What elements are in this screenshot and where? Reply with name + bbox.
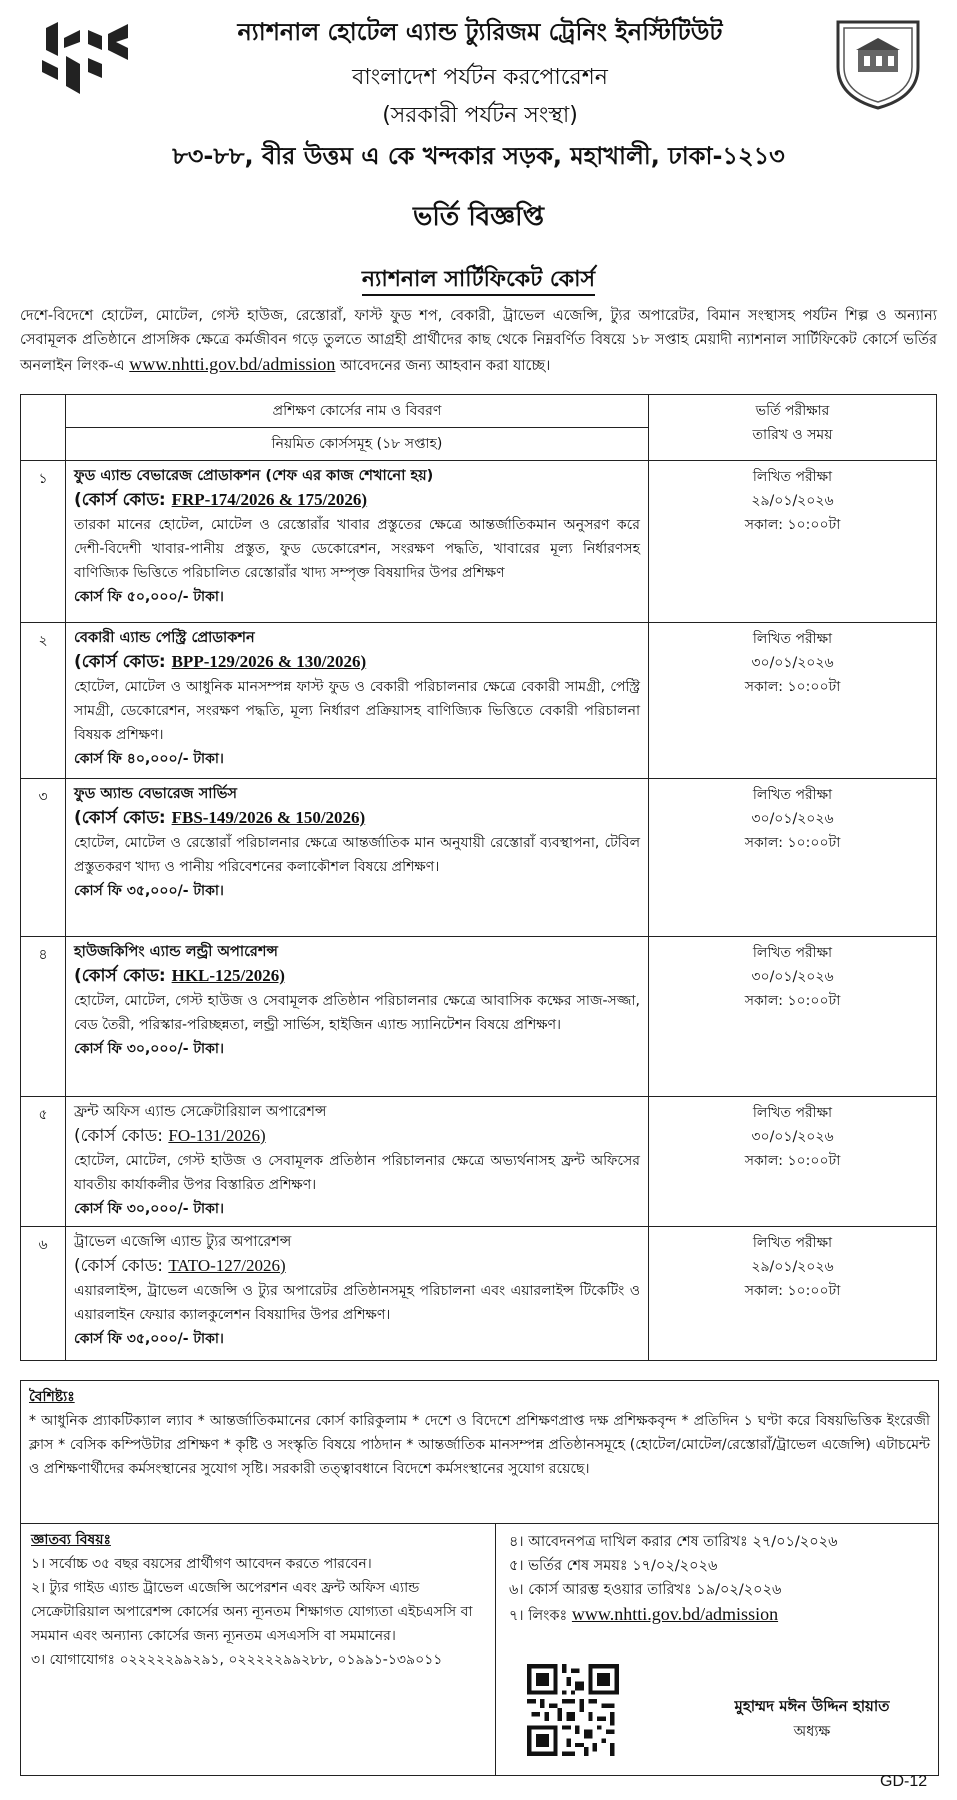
exam-date: ৩০/০১/২০২৬ xyxy=(751,969,834,985)
note-item-2: ২। ট্যুর গাইড এ্যান্ড ট্রাভেল এজেন্সি অপেরশন এবং ফ্রন্ট অফিস এ্যান্ড সেক্রেটারিয়াল অপারেশন্স কোর্সের অন্য ন্যূনতম শিক্ষাগত যোগ্যতা এইচএসসি বা সমমান এবং অন্যান্য কোর্সের জন্য ন্যূনতম এসএসসি বা সমমানের। xyxy=(31,1580,473,1644)
exam-date: ৩০/০১/২০২৬ xyxy=(751,1129,834,1145)
course-code-value: FRP-174/2026 & 175/2026) xyxy=(171,490,368,509)
exam-time: সকাল: ১০:০০টা xyxy=(744,1153,841,1169)
exam-time: সকাল: ১০:০০টা xyxy=(744,517,841,533)
courses-table xyxy=(20,394,937,1361)
row-exam xyxy=(649,461,937,623)
notes-box xyxy=(20,1523,939,1776)
notes-right xyxy=(497,1524,938,1775)
nhtti-logo-icon xyxy=(36,20,136,96)
row-sl: ৫ xyxy=(21,1097,66,1227)
exam-date: ৩০/০১/২০২৬ xyxy=(751,655,834,671)
notes-title: জ্ঞাতব্য বিষয়ঃ xyxy=(31,1532,111,1548)
row-exam xyxy=(649,1227,937,1361)
row-sl: ১ xyxy=(21,461,66,623)
notice-title: ভর্তি বিজ্ঞপ্তি xyxy=(413,202,544,232)
parent-org: বাংলাদেশ পর্যটন করপোরেশন xyxy=(352,65,608,90)
exam-date: ৩০/০১/২০২৬ xyxy=(751,811,834,827)
row-sl: ৪ xyxy=(21,937,66,1097)
institute-seal-icon xyxy=(828,12,928,112)
signatory-name: মুহাম্মদ মঈন উদ্দিন হায়াত xyxy=(734,1697,890,1715)
intro-text-end: আবেদনের জন্য আহবান করা যাচ্ছে। xyxy=(340,358,551,374)
note-item-7 xyxy=(509,1602,926,1628)
course-code-label: (কোর্স কোড: xyxy=(74,1256,163,1276)
exam-type: লিখিত পরীক্ষা xyxy=(752,787,833,803)
table-row xyxy=(21,1097,937,1227)
notes-left xyxy=(21,1524,496,1775)
regular-courses-header: নিয়মিত কোর্সসমূহ (১৮ সপ্তাহ) xyxy=(66,428,649,461)
row-course xyxy=(66,779,649,937)
course-code-label: (কোর্স কোড: xyxy=(74,1126,163,1146)
course-fee: কোর্স ফি ৪০,০০০/- টাকা। xyxy=(74,751,224,767)
institute-name: ন্যাশনাল হোটেল এ্যান্ড ট্যুরিজম ট্রেনিং ইনস্টিটিউট xyxy=(237,18,723,46)
row-sl: ৬ xyxy=(21,1227,66,1361)
course-code-value: FO-131/2026) xyxy=(168,1126,266,1145)
exam-type: লিখিত পরীক্ষা xyxy=(752,631,833,647)
course-description: তারকা মানের হোটেল, মোটেল ও রেস্তোরাঁর খাবার প্রস্তুতের ক্ষেত্রে আন্তর্জাতিকমান অনুসরণ করে দেশী-বিদেশী খাবার-পানীয় প্রস্তুত, ফুড ডেকোরেশন, সংরক্ষণ পদ্ধতি, খাবারের মূল্য নির্ধারণসহ বাণিজ্যিক ভিত্তিতে পরিচালিত রেস্তোরাঁর খাদ্য সম্পৃক্ত বিষয়াদির উপর প্রশিক্ষণ xyxy=(74,517,640,581)
course-name: হাউজকিপিং এ্যান্ড লন্ড্রী অপারেশন্স xyxy=(74,944,278,960)
course-header: প্রশিক্ষণ কোর্সের নাম ও বিবরণ xyxy=(66,395,649,428)
course-description: হোটেল, মোটেল ও রেস্তোরাঁ পরিচালনার ক্ষেত্রে আন্তর্জাতিক মান অনুযায়ী রেস্তোরাঁ ব্যবস্থাপনা, টেবিল প্রস্তুতকরণ খাদ্য ও পানীয় পরিবেশনের কলাকৌশল বিষয়ে প্রশিক্ষণ। xyxy=(74,835,640,875)
course-name: ফুড অ্যান্ড বেভারেজ সার্ভিস xyxy=(74,786,238,802)
sl-header xyxy=(21,395,66,461)
exam-header-line1: ভর্তি পরীক্ষার xyxy=(755,403,830,419)
course-description: হোটেল, মোটেল, গেস্ট হাউজ ও সেবামূলক প্রতিষ্ঠান পরিচালনার ক্ষেত্রে অভ্যর্থনাসহ ফ্রন্ট অফিসের যাবতীয় কার্যাকলীর উপর বিস্তারিত প্রশিক্ষণ। xyxy=(74,1153,640,1193)
note-item-1: ১। সর্বোচ্চ ৩৫ বছর বয়সের প্রার্থীগণ আবেদন করতে পারবেন। xyxy=(31,1556,372,1572)
course-code-value: TATO-127/2026) xyxy=(168,1256,286,1275)
course-name: ফ্রন্ট অফিস এ্যান্ড সেক্রেটারিয়াল অপারেশন্স xyxy=(74,1104,327,1120)
row-exam xyxy=(649,937,937,1097)
features-title: বৈশিষ্ট্যঃ xyxy=(29,1389,75,1405)
course-code xyxy=(74,1253,640,1279)
row-exam xyxy=(649,1097,937,1227)
row-course xyxy=(66,1227,649,1361)
course-name: বেকারী এ্যান্ড পেস্ট্রি প্রোডাকশন xyxy=(74,630,255,646)
course-fee: কোর্স ফি ৩০,০০০/- টাকা। xyxy=(74,1041,224,1057)
course-code-label: (কোর্স কোড: xyxy=(74,808,166,828)
intro-paragraph xyxy=(20,304,937,378)
table-row xyxy=(21,937,937,1097)
course-code xyxy=(74,1123,640,1149)
course-code xyxy=(74,963,640,989)
course-title-text: ন্যাশনাল সার্টিফিকেট কোর্স xyxy=(362,267,595,296)
exam-header xyxy=(649,395,937,461)
admission-link[interactable]: www.nhtti.gov.bd/admission xyxy=(129,354,336,374)
row-course xyxy=(66,461,649,623)
exam-time: সকাল: ১০:০০টা xyxy=(744,1283,841,1299)
exam-date: ২৯/০১/২০২৬ xyxy=(751,1259,834,1275)
exam-type: লিখিত পরীক্ষা xyxy=(752,469,833,485)
row-sl: ৩ xyxy=(21,779,66,937)
course-code-value: BPP-129/2026 & 130/2026) xyxy=(171,652,367,671)
course-fee: কোর্স ফি ৫০,০০০/- টাকা। xyxy=(74,589,224,605)
course-code-label: (কোর্স কোড: xyxy=(74,966,166,986)
features-box xyxy=(20,1380,939,1524)
note-item-3: ৩। যোগাযোগঃ ০২২২২২৯৯২৯১, ০২২২২২৯৯২৮৮, ০১৯৯১-১৩৯০১১ xyxy=(31,1652,443,1668)
course-title xyxy=(0,262,957,299)
exam-type: লিখিত পরীক্ষা xyxy=(752,945,833,961)
course-fee: কোর্স ফি ৩৫,০০০/- টাকা। xyxy=(74,883,224,899)
course-name: ফুড এ্যান্ড বেভারেজ প্রোডাকশন (শেফ এর কাজ শেখানো হয়) xyxy=(74,468,434,484)
footer-code: GD-12 xyxy=(880,1773,928,1790)
row-exam xyxy=(649,623,937,779)
note-item-4: ৪। আবেদনপত্র দাখিল করার শেষ তারিখঃ ২৭/০১/২০২৬ xyxy=(509,1534,838,1550)
table-row xyxy=(21,1227,937,1361)
course-code-value: FBS-149/2026 & 150/2026) xyxy=(171,808,366,827)
org-type: (সরকারী পর্যটন সংস্থা) xyxy=(382,103,578,128)
exam-time: সকাল: ১০:০০টা xyxy=(744,679,841,695)
intro-text: দেশে-বিদেশে হোটেল, মোটেল, গেস্ট হাউজ, রেস্তোরাঁ, ফাস্ট ফুড শপ, বেকারী, ট্রাভেল এজেন্সি, ট্যুর অপারেটর, বিমান সংস্থাসহ পর্যটন শিল্প ও অন্যান্য সেবামূলক প্রতিষ্ঠানে প্রাসঙ্গিক ক্ষেত্রে কর্মজীবন গড়ে তুলতে আগ্রহী প্রার্থীদের কাছ থেকে নিম্নবর্ণিত বিষয়ে ১৮ সপ্তাহ মেয়াদী ন্যাশনাল সার্টিফিকেট কোর্সে ভর্তির অনলাইন লিংক-এ xyxy=(20,308,937,374)
course-fee: কোর্স ফি ৩৫,০০০/- টাকা। xyxy=(74,1331,224,1347)
exam-time: সকাল: ১০:০০টা xyxy=(744,835,841,851)
course-code xyxy=(74,805,640,831)
table-row xyxy=(21,623,937,779)
row-course xyxy=(66,1097,649,1227)
note-item-6: ৬। কোর্স আরম্ভ হওয়ার তারিখঃ ১৯/০২/২০২৬ xyxy=(509,1582,782,1598)
note-admission-link[interactable]: www.nhtti.gov.bd/admission xyxy=(571,1604,779,1624)
course-description: এয়ারলাইন্স, ট্রাভেল এজেন্সি ও ট্যুর অপারেটর প্রতিষ্ঠানসমূহ পরিচালনা এবং এয়ারলাইন্স টিকেটিং ও এয়ারলাইন ফেয়ার ক্যালকুলেশন বিষয়াদির উপর প্রশিক্ষণ। xyxy=(74,1283,640,1323)
course-description: হোটেল, মোটেল, গেস্ট হাউজ ও সেবামূলক প্রতিষ্ঠান পরিচালনার ক্ষেত্রে আবাসিক কক্ষের সাজ-সজ্জা, বেড তৈরী, পরিস্কার-পরিচ্ছন্নতা, লন্ড্রী সার্ভিস, হাইজিন এ্যান্ড স্যানিটেশন বিষয়ে প্রশিক্ষণ। xyxy=(74,993,640,1033)
exam-type: লিখিত পরীক্ষা xyxy=(752,1235,833,1251)
row-exam xyxy=(649,779,937,937)
course-code xyxy=(74,487,640,513)
course-code-label: (কোর্স কোড: xyxy=(74,490,166,510)
table-row xyxy=(21,461,937,623)
exam-type: লিখিত পরীক্ষা xyxy=(752,1105,833,1121)
qr-code-icon[interactable] xyxy=(527,1664,619,1756)
course-code-label: (কোর্স কোড: xyxy=(74,652,166,672)
table-row xyxy=(21,779,937,937)
course-description: হোটেল, মোটেল ও আধুনিক মানসম্পন্ন ফাস্ট ফুড ও বেকারী পরিচালনার ক্ষেত্রে বেকারী সামগ্রী, পেস্ট্রি সামগ্রী, ডেকোরেশন, সংরক্ষণ পদ্ধতি, মূল্য নির্ধারণ প্রক্রিয়াসহ বাণিজ্যিক ভিত্তিতে বেকারী পরিচালনা বিষয়ক প্রশিক্ষণ। xyxy=(74,679,640,743)
note-item-7-label: ৭। লিংকঃ xyxy=(509,1608,568,1624)
note-item-5: ৫। ভর্তির শেষ সময়ঃ ১৭/০২/২০২৬ xyxy=(509,1558,718,1574)
exam-date: ২৯/০১/২০২৬ xyxy=(751,493,834,509)
signatory-title: অধ্যক্ষ xyxy=(793,1724,831,1740)
address: ৮৩-৮৮, বীর উত্তম এ কে খন্দকার সড়ক, মহাখালী, ঢাকা-১২১৩ xyxy=(172,142,785,170)
course-name: ট্রাভেল এজেন্সি এ্যান্ড ট্যুর অপারেশন্স xyxy=(74,1234,292,1250)
course-fee: কোর্স ফি ৩০,০০০/- টাকা। xyxy=(74,1201,224,1217)
row-course xyxy=(66,623,649,779)
course-code-value: HKL-125/2026) xyxy=(171,966,285,985)
row-course xyxy=(66,937,649,1097)
exam-time: সকাল: ১০:০০টা xyxy=(744,993,841,1009)
features-text: * আধুনিক প্র্যাকটিক্যাল ল্যাব * আন্তর্জাতিকমানের কোর্স কারিকুলাম * দেশে ও বিদেশে প্রশিক্ষণপ্রাপ্ত দক্ষ প্রশিক্ষকবৃন্দ * প্রতিদিন ১ ঘণ্টা করে বিষয়ভিত্তিক ইংরেজী ক্লাস * বেসিক কম্পিউটার প্রশিক্ষণ * কৃষ্টি ও সংস্কৃতি বিষয়ে পাঠদান * আন্তর্জাতিক মানসম্পন্ন প্রতিষ্ঠানসমূহে (হোটেল/মোটেল/রেস্তোরাঁ/ট্রাভেল এজেন্সি) এটাচমেন্ট ও প্রশিক্ষণার্থীদের কর্মসংস্থানের সুযোগ সৃষ্টি। সরকারী তত্ত্বাবধানে বিদেশে কর্মসংস্থানের সুযোগ রয়েছে। xyxy=(29,1413,930,1477)
row-sl: ২ xyxy=(21,623,66,779)
exam-header-line2: তারিখ ও সময় xyxy=(752,427,833,443)
course-code xyxy=(74,649,640,675)
